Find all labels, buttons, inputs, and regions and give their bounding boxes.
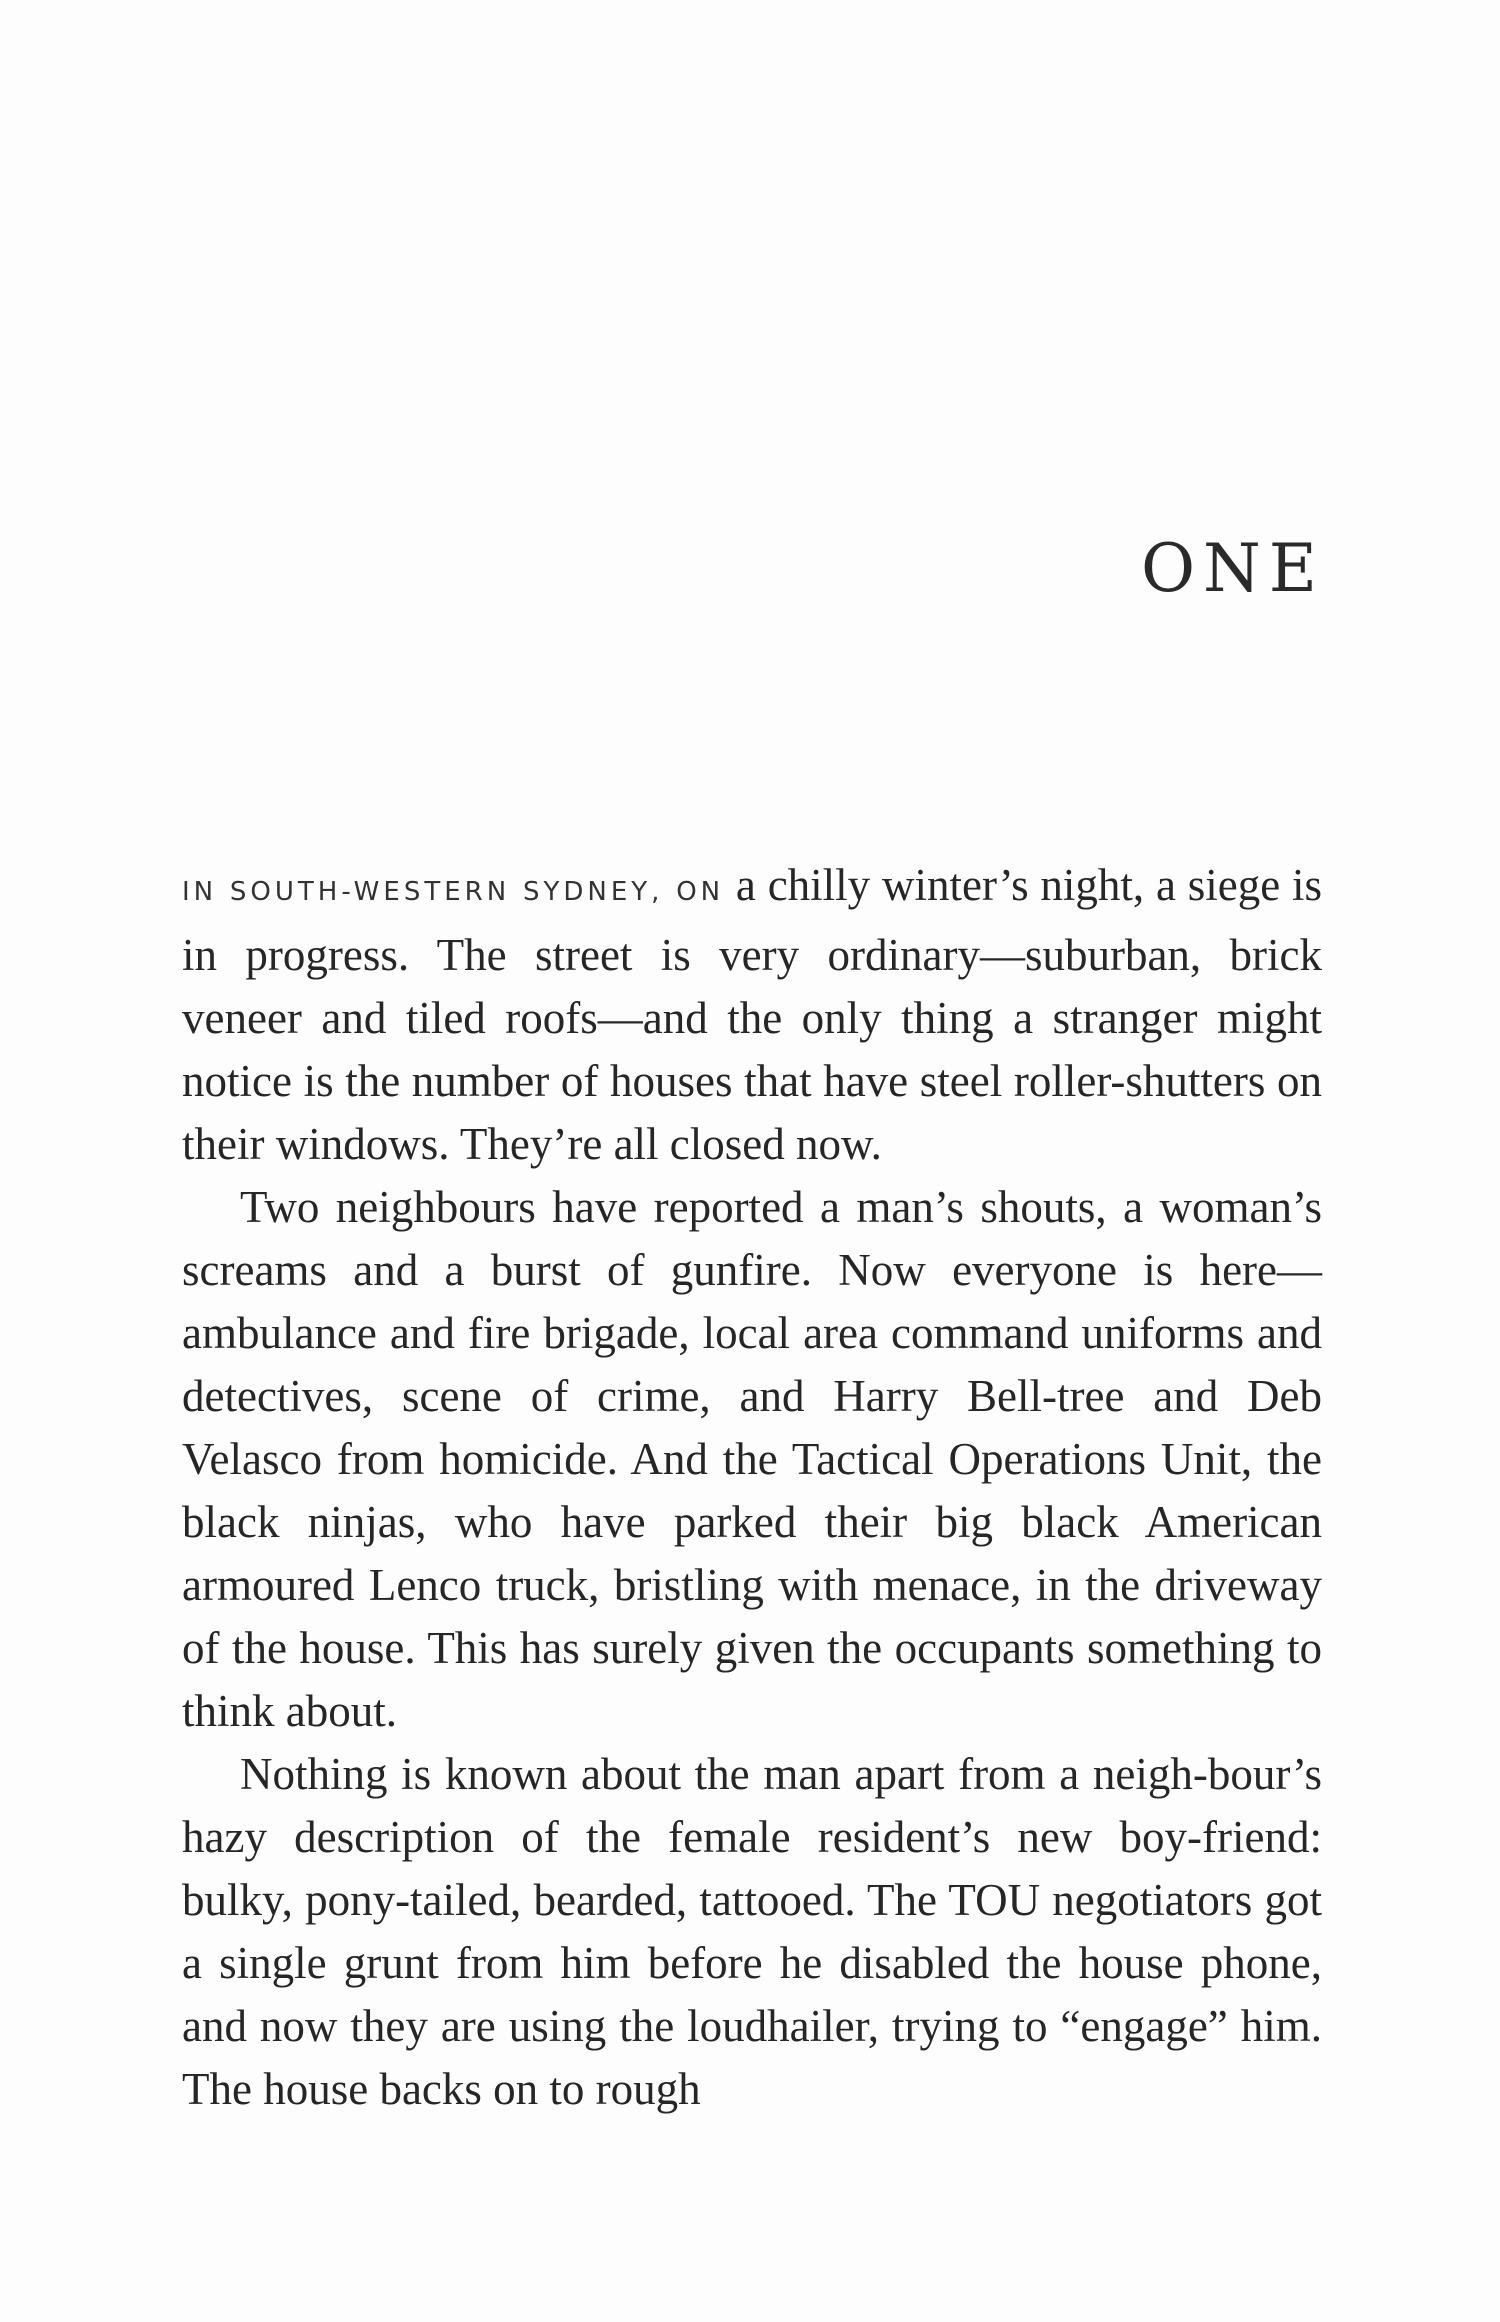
paragraph-3 — [182, 1743, 1322, 2121]
chapter-body — [182, 854, 1322, 2121]
paragraph-2-text: Two neighbours have reported a man’s shouts, a woman’s screams and a burst of gunfire. Now everyone is here—ambulance and fire brigade, local area command uniforms and detectives, scene of crime, and Harry Bell-tree and Deb Velasco from homicide. And the Tactical Operations Unit, the black ninjas, who have parked their big black American armoured Lenco truck, bristling with menace, in the driveway of the house. This has surely given the occupants something to think about. — [182, 1182, 1322, 1736]
paragraph-2 — [182, 1176, 1322, 1743]
small-caps-lead-in: IN SOUTH-WESTERN SYDNEY, ON — [182, 877, 725, 907]
chapter-heading: ONE — [1140, 530, 1325, 607]
paragraph-1 — [182, 854, 1322, 1176]
paragraph-1-text: a chilly winter’s night, a siege is in progress. The street is very ordinary—suburban, brick veneer and tiled roofs—and the only thing a stranger might notice is the number of houses that have steel roller-shutters on their windows. They’re all closed now. — [182, 860, 1322, 1169]
paragraph-3-text: Nothing is known about the man apart from a neigh-bour’s hazy description of the female resident’s new boy-friend: bulky, pony-tailed, bearded, tattooed. The TOU negotiators got a single grunt from him before he disabled the house phone, and now they are using the loudhailer, trying to “engage” him. The house backs on to rough — [182, 1749, 1322, 2114]
